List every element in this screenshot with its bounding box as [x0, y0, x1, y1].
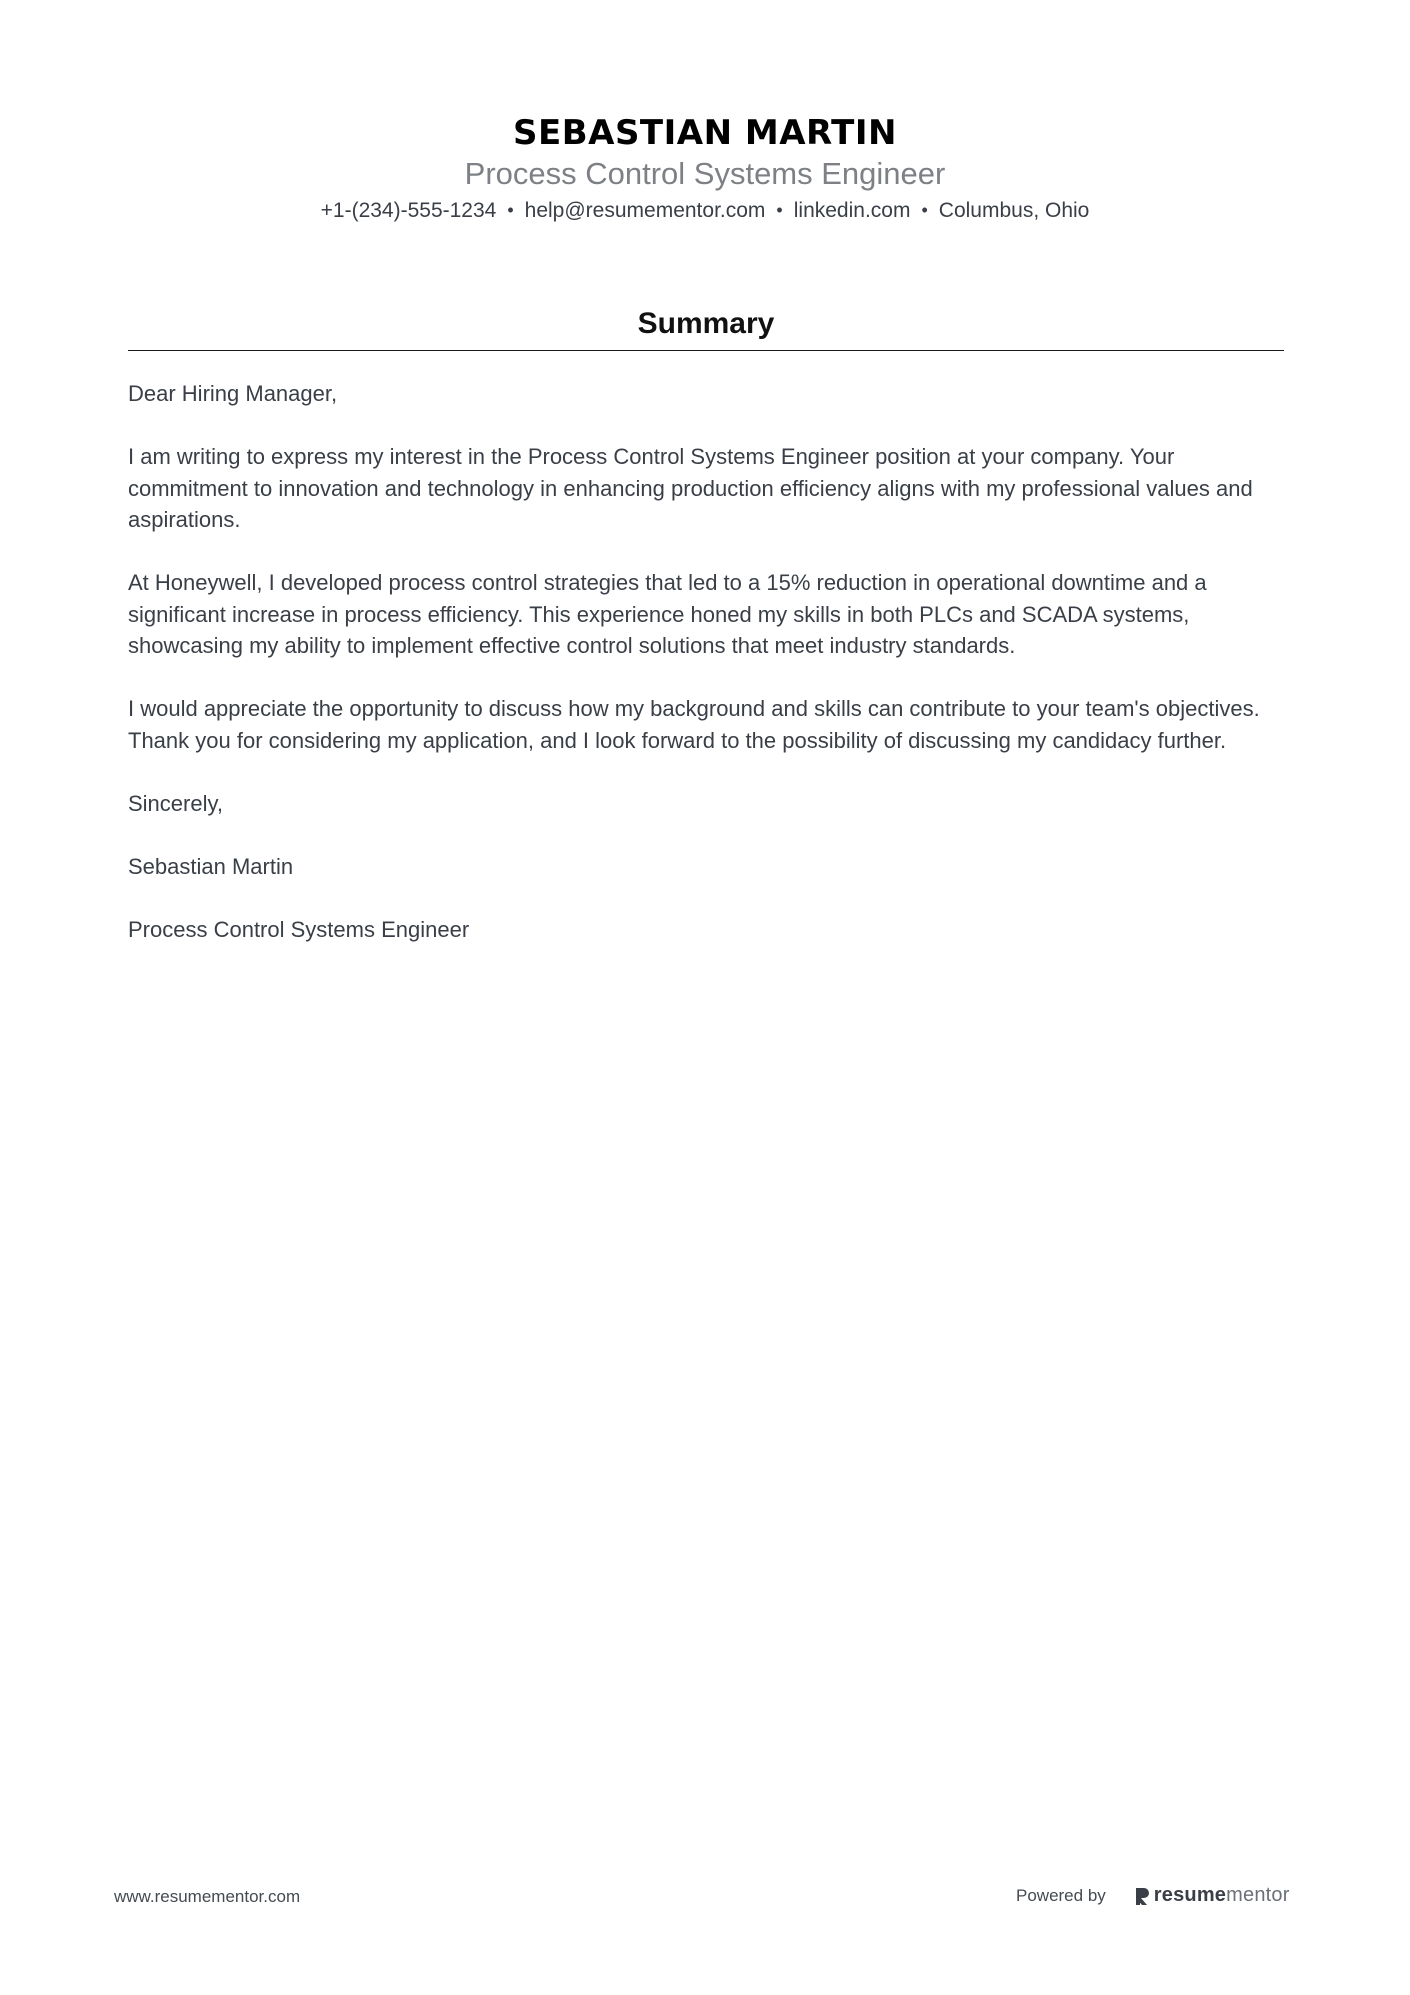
signature-title: Process Control Systems Engineer [128, 916, 470, 942]
letter-closing: Sincerely, [128, 790, 223, 816]
contact-line [0, 196, 1410, 226]
brand-logo[interactable] [1134, 1884, 1290, 1907]
header [0, 112, 1410, 226]
letter-greeting: Dear Hiring Manager, [128, 381, 338, 406]
brand-name-part1: resume [1153, 1884, 1227, 1906]
contact-website[interactable]: linkedin.com [793, 199, 911, 222]
separator-dot: • [921, 200, 928, 220]
footer-branding [1016, 1884, 1290, 1907]
letter-paragraph: At Honeywell, I developed process control strategies that led to a 15% reduction in operational downtime and a significant increase in process efficiency. This experience honed my skills in both PLCs and SCADA systems, showcasing my ability to implement effective control solutions that meet industry standards. [128, 570, 1207, 658]
letter-paragraph: I am writing to express my interest in the Process Control Systems Engineer position at your company. Your commitment to innovation and technology in enhancing production efficiency aligns with my professional values and aspirations. [128, 444, 1253, 532]
section-divider [128, 350, 1284, 351]
separator-dot: • [776, 200, 783, 220]
letter-paragraph: I would appreciate the opportunity to discuss how my background and skills can contribute to your team's objectives. Thank you for considering my application, and I look forward to the possibility of discussing my candidacy further. [128, 696, 1260, 753]
applicant-name: SEBASTIAN MARTIN [513, 113, 897, 153]
powered-by-label: Powered by [1016, 1885, 1106, 1905]
brand-name-part2: mentor [1226, 1884, 1290, 1906]
separator-dot: • [507, 200, 514, 220]
footer-website[interactable]: www.resumementor.com [114, 1887, 301, 1906]
signature-name: Sebastian Martin [128, 853, 294, 879]
resumementor-logo-icon [1134, 1886, 1150, 1906]
contact-phone: +1-(234)-555-1234 [320, 199, 497, 222]
contact-location: Columbus, Ohio [938, 199, 1090, 222]
letter-body [128, 378, 1284, 977]
section-title: Summary [637, 307, 775, 340]
applicant-title: Process Control Systems Engineer [464, 156, 946, 191]
contact-email[interactable]: help@resumementor.com [524, 199, 766, 222]
